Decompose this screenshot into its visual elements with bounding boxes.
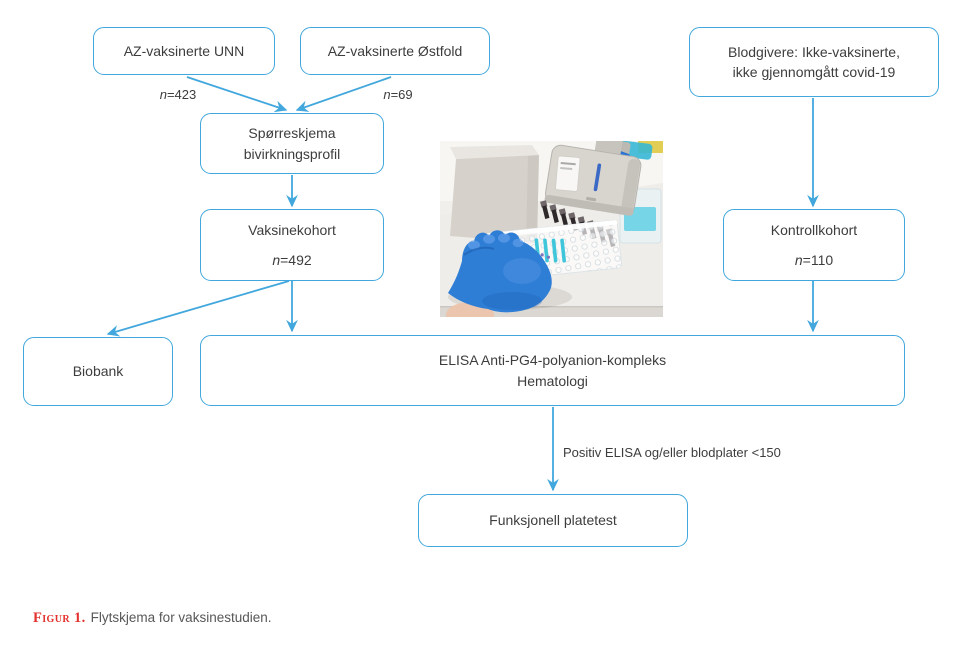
n-value: =69 <box>390 87 413 102</box>
node-label-line2: bivirkningsprofil <box>243 145 341 162</box>
edge-label-n69 <box>369 87 427 102</box>
node-label-line1: ELISA Anti-PG4-polyanion-kompleks <box>438 352 667 369</box>
n-symbol: n <box>159 87 167 102</box>
node-label: Biobank <box>72 363 124 380</box>
node-title: Vaksinekohort <box>248 222 336 239</box>
n-value: =423 <box>166 87 197 102</box>
figure-caption <box>33 610 272 627</box>
node-label-line2: ikke gjennomgått covid-19 <box>732 64 896 80</box>
node-label: Funksjonell platetest <box>489 512 617 529</box>
node-blodgivere <box>689 27 939 97</box>
node-label-line1: Spørreskjema <box>248 125 336 142</box>
edge-label-n423 <box>148 87 208 102</box>
node-vaksinekohort <box>200 209 384 281</box>
pipetting-microplate-photo <box>440 141 663 317</box>
node-az-vaksinerte-ostfold <box>300 27 490 75</box>
edge-label-positiv-elisa: Positiv ELISA og/eller blodplater <150 <box>563 445 781 460</box>
n-value: =492 <box>280 251 312 268</box>
node-title: Kontrollkohort <box>770 222 858 239</box>
node-kontrollkohort <box>723 209 905 281</box>
node-label-line1: Blodgivere: Ikke-vaksinerte, <box>728 43 900 60</box>
n-symbol: n <box>383 87 391 102</box>
node-biobank <box>23 337 173 406</box>
figure-caption-text: Flytskjema for vaksinestudien. <box>90 610 272 625</box>
n-symbol: n <box>272 251 281 268</box>
photo-illustration <box>440 141 663 317</box>
node-elisa <box>200 335 905 406</box>
node-label: AZ-vaksinerte Østfold <box>327 42 463 59</box>
node-count <box>272 250 311 270</box>
node-funksjonell-platetest <box>418 494 688 547</box>
figure-caption-label: Figur 1. <box>33 610 86 626</box>
node-label: AZ-vaksinerte UNN <box>123 42 245 59</box>
node-sporreskjema <box>200 113 384 174</box>
node-count <box>795 250 833 270</box>
node-label-line2: Hematologi <box>517 372 588 389</box>
arrow-vaksinekohort-to-biobank <box>108 281 289 334</box>
n-symbol: n <box>794 251 803 268</box>
n-value: =110 <box>802 251 834 268</box>
node-az-vaksinerte-unn <box>93 27 275 75</box>
